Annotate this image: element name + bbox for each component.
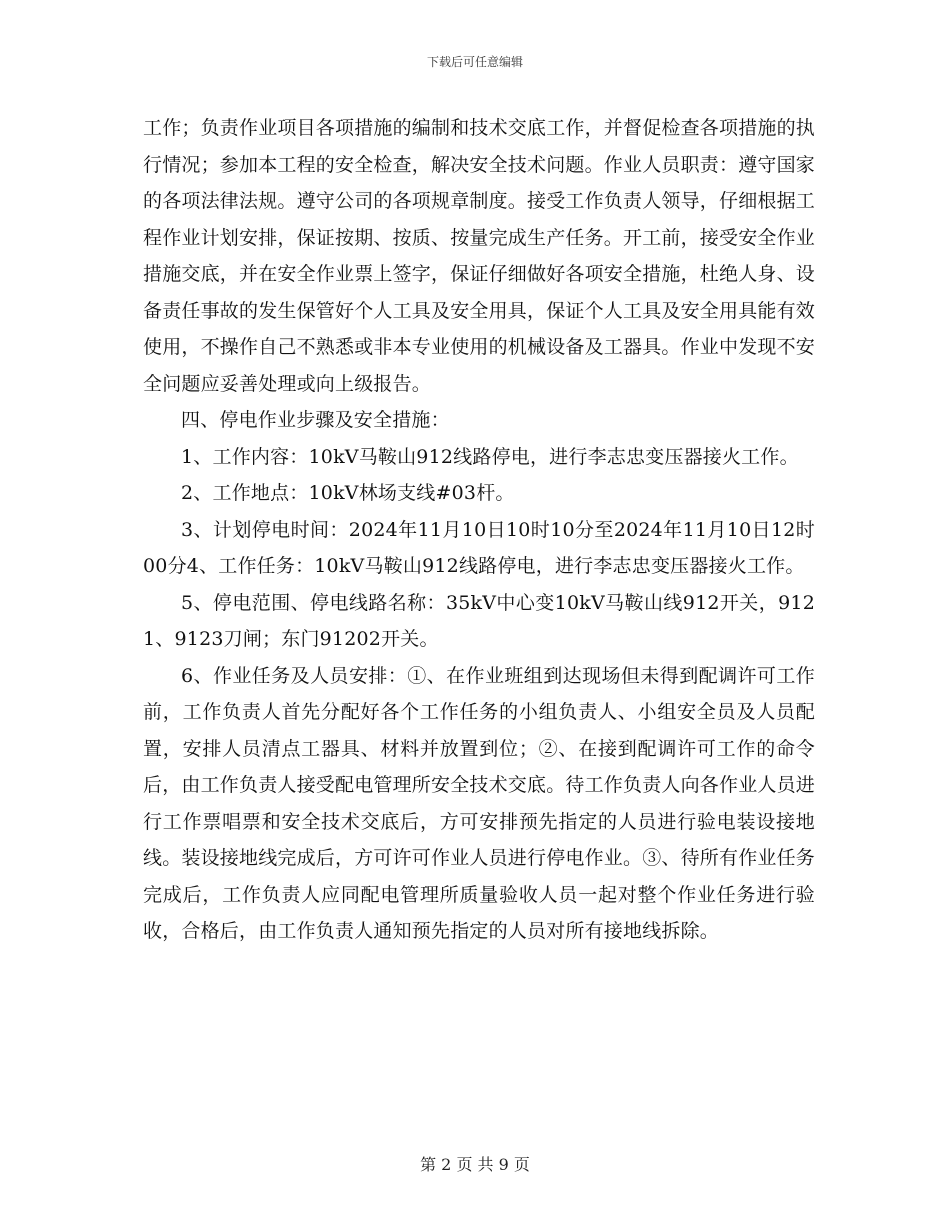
header-note: 下载后可任意编辑 xyxy=(426,55,523,69)
paragraph-responsibilities: 工作；负责作业项目各项措施的编制和技术交底工作，并督促检查各项措施的执行情况；参加本工程的安全检查，解决安全技术问题。作业人员职责：遵守国家的各项法律法规。遵守公司的各项规章制度。接受工作负责人领导，仔细根据工程作业计划安排，保证按期、按质、按量完成生产任务。开工前，接受安全作业措施交底，并在安全作业票上签字，保证仔细做好各项安全措施，杜绝人身、设备责任事故的发生保管好个人工具及安全用具，保证个人工具及安全用具能有效使用，不操作自己不熟悉或非本专业使用的机械设备及工器具。作业中发现不安全问题应妥善处理或向上级报告。 xyxy=(143,117,816,395)
paragraph-task-arrangement: 6、作业任务及人员安排：①、在作业班组到达现场但未得到配调许可工作前，工作负责人首先分配好各个工作任务的小组负责人、小组安全员及人员配置，安排人员清点工器具、材料并放置到位；②、在接到配调许可工作的命令后，由工作负责人接受配电管理所安全技术交底。待工作负责人向各作业人员进行工作票唱票和安全技术交底后，方可安排预先指定的人员进行验电装设接地线。装设接地线完成后，方可许可作业人员进行停电作业。③、待所有作业任务完成后，工作负责人应同配电管理所质量验收人员一起对整个作业任务进行验收，合格后，由工作负责人通知预先指定的人员对所有接地线拆除。 xyxy=(143,664,816,942)
paragraph-outage-scope: 5、停电范围、停电线路名称：35kV中心变10kV马鞍山线912开关，9121、9123刀闸；东门91202开关。 xyxy=(143,591,815,650)
paragraph-work-content: 1、工作内容：10kV马鞍山912线路停电，进行李志忠变压器接火工作。 xyxy=(181,445,799,468)
paragraph-outage-time: 3、计划停电时间：2024年11月10日10时10分至2024年11月10日12时00分4、工作任务：10kV马鞍山912线路停电，进行李志忠变压器接火工作。 xyxy=(143,518,815,577)
document-body xyxy=(143,110,815,950)
section-heading-outage-steps: 四、停电作业步骤及安全措施： xyxy=(181,409,450,431)
paragraph-work-location: 2、工作地点：10kV林场支线#03杆。 xyxy=(181,482,515,504)
page-number: 第 2 页 共 9 页 xyxy=(420,1155,530,1174)
